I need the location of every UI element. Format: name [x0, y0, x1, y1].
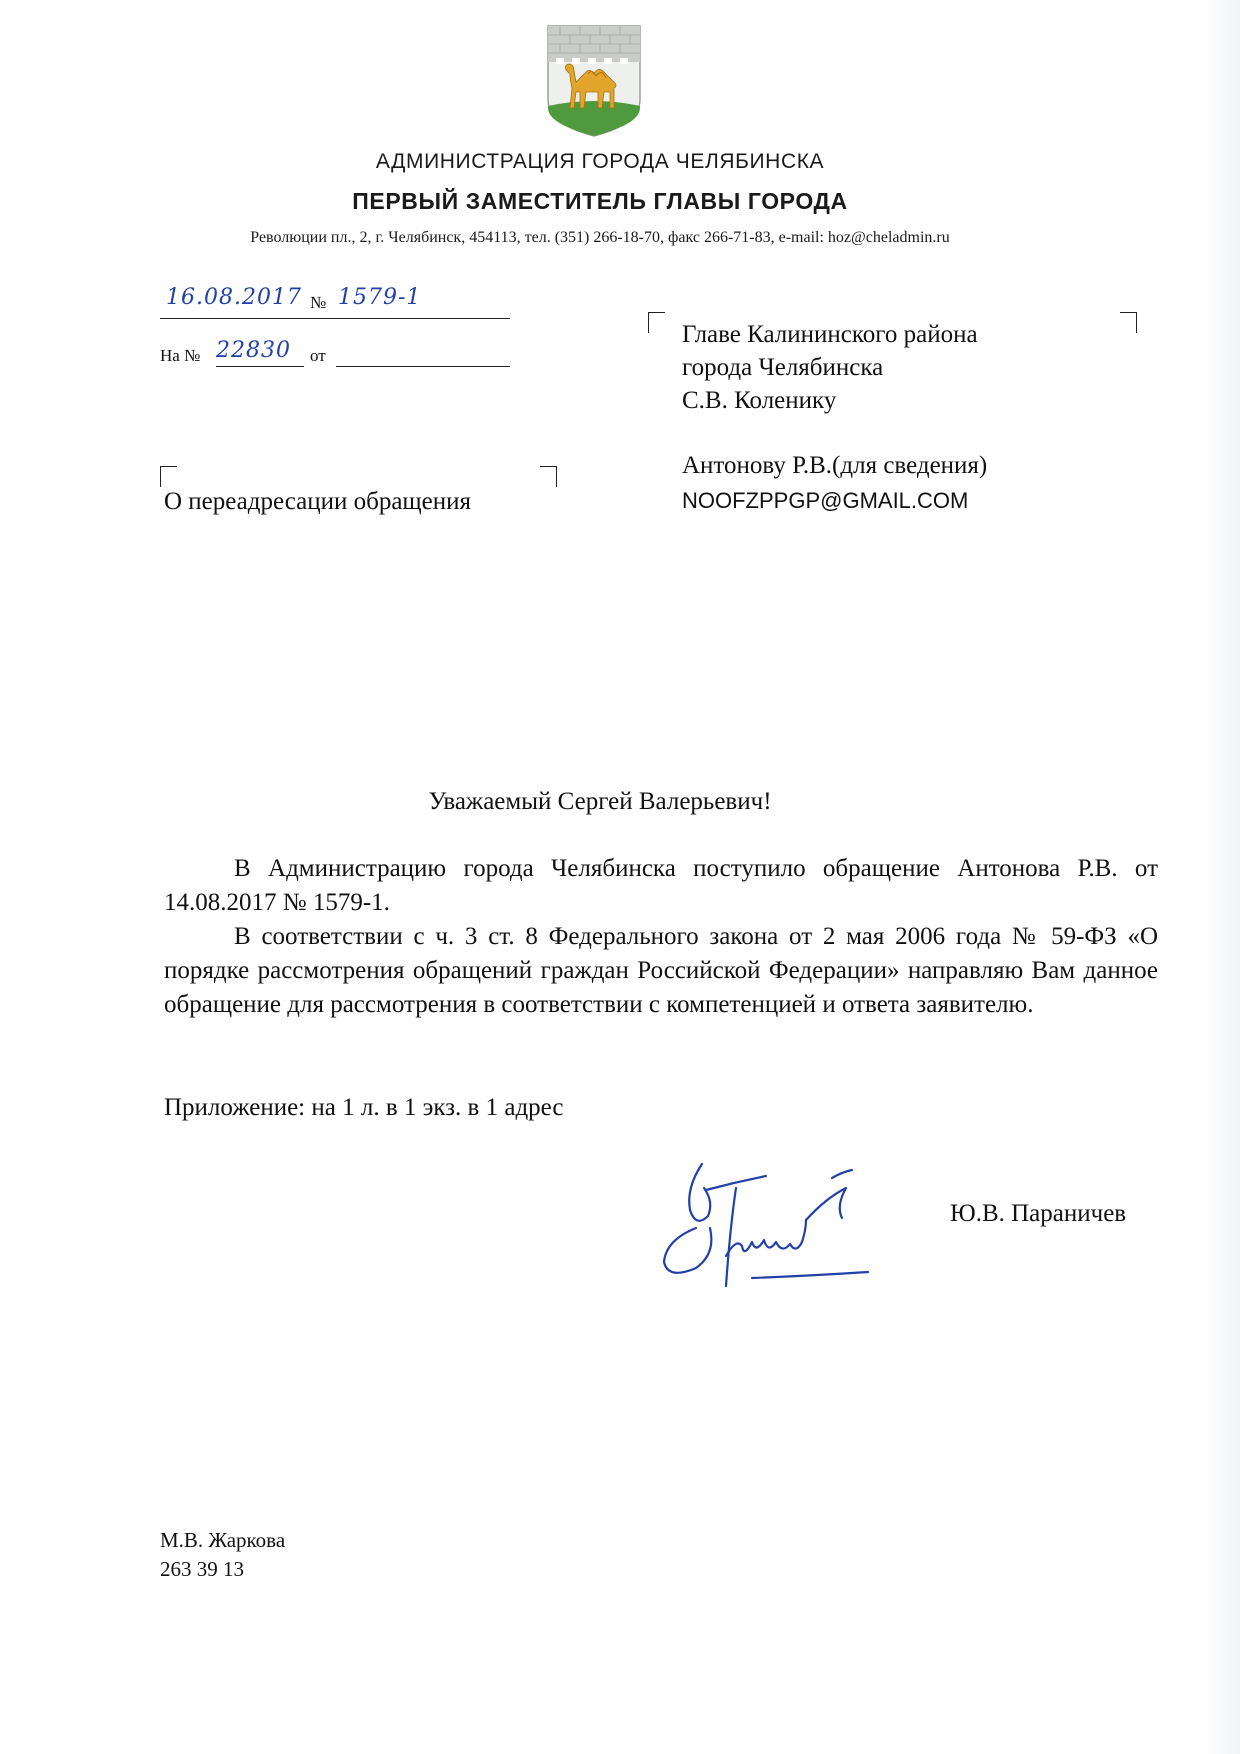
recipient-line: Главе Калининского района — [682, 321, 978, 348]
registration-number-label: № — [310, 293, 327, 312]
registration-number: 1579-1 — [338, 285, 422, 310]
body-paragraph: В Администрацию города Челябинска поступило обращение Антонова Р.В. от 14.08.2017 № 1579-1. — [164, 855, 1158, 916]
recipient-corner-top-left — [648, 312, 665, 333]
executor-name: М.В. Жаркова — [160, 1528, 286, 1552]
page-edge-shadow — [1204, 0, 1240, 1754]
executor-block — [160, 1526, 285, 1584]
official-position: ПЕРВЫЙ ЗАМЕСТИТЕЛЬ ГЛАВЫ ГОРОДА — [352, 188, 848, 214]
letter-subject: О переадресации обращения — [164, 488, 472, 515]
attachment-note: Приложение: на 1 л. в 1 экз. в 1 адрес — [164, 1094, 564, 1121]
registration-date: 16.08.2017 — [166, 285, 302, 310]
copy-recipient: Антонову Р.В.(для сведения) — [682, 452, 988, 479]
recipient-line: города Челябинска — [682, 354, 884, 381]
organization-address: Революции пл., 2, г. Челябинск, 454113, тел. (351) 266-18-70, факс 266-71-83, e-mail: hoz@cheladmin.ru — [250, 229, 950, 246]
recipient-line: С.В. Коленику — [682, 387, 837, 414]
recipient-corner-top-right — [1120, 312, 1137, 333]
subject-corner-top-left — [160, 466, 177, 487]
reference-number: 22830 — [216, 338, 291, 363]
outgoing-registration — [160, 285, 510, 319]
signer-name: Ю.В. Параничев — [950, 1200, 1127, 1227]
copy-recipient-email: NOOFZPPGP@GMAIL.COM — [682, 488, 969, 513]
reference-number-underline — [216, 366, 304, 367]
handwritten-signature — [656, 1158, 886, 1308]
registration-underline — [160, 318, 510, 319]
reference-from-label: от — [310, 346, 326, 365]
organization-name: АДМИНИСТРАЦИЯ ГОРОДА ЧЕЛЯБИНСКА — [375, 150, 825, 173]
executor-phone: 263 39 13 — [160, 1557, 244, 1581]
recipient-block — [682, 318, 978, 417]
reference-date-underline — [336, 366, 510, 367]
reference-prefix: На № — [160, 346, 201, 365]
body-paragraph: В соответствии с ч. 3 ст. 8 Федерального закона от 2 мая 2006 года № 59-ФЗ «О порядке рассмотрения обращений граждан Российской Федерации» направляю Вам данное обращение для рассмотрения в соответствии с компетенцией и ответа заявителю. — [164, 923, 1158, 1018]
chelyabinsk-camel-crest-icon — [544, 22, 644, 138]
subject-corner-top-right — [540, 466, 557, 487]
salutation: Уважаемый Сергей Валерьевич! — [428, 788, 772, 815]
reference-line — [160, 338, 510, 372]
letter-body — [164, 852, 1158, 1022]
